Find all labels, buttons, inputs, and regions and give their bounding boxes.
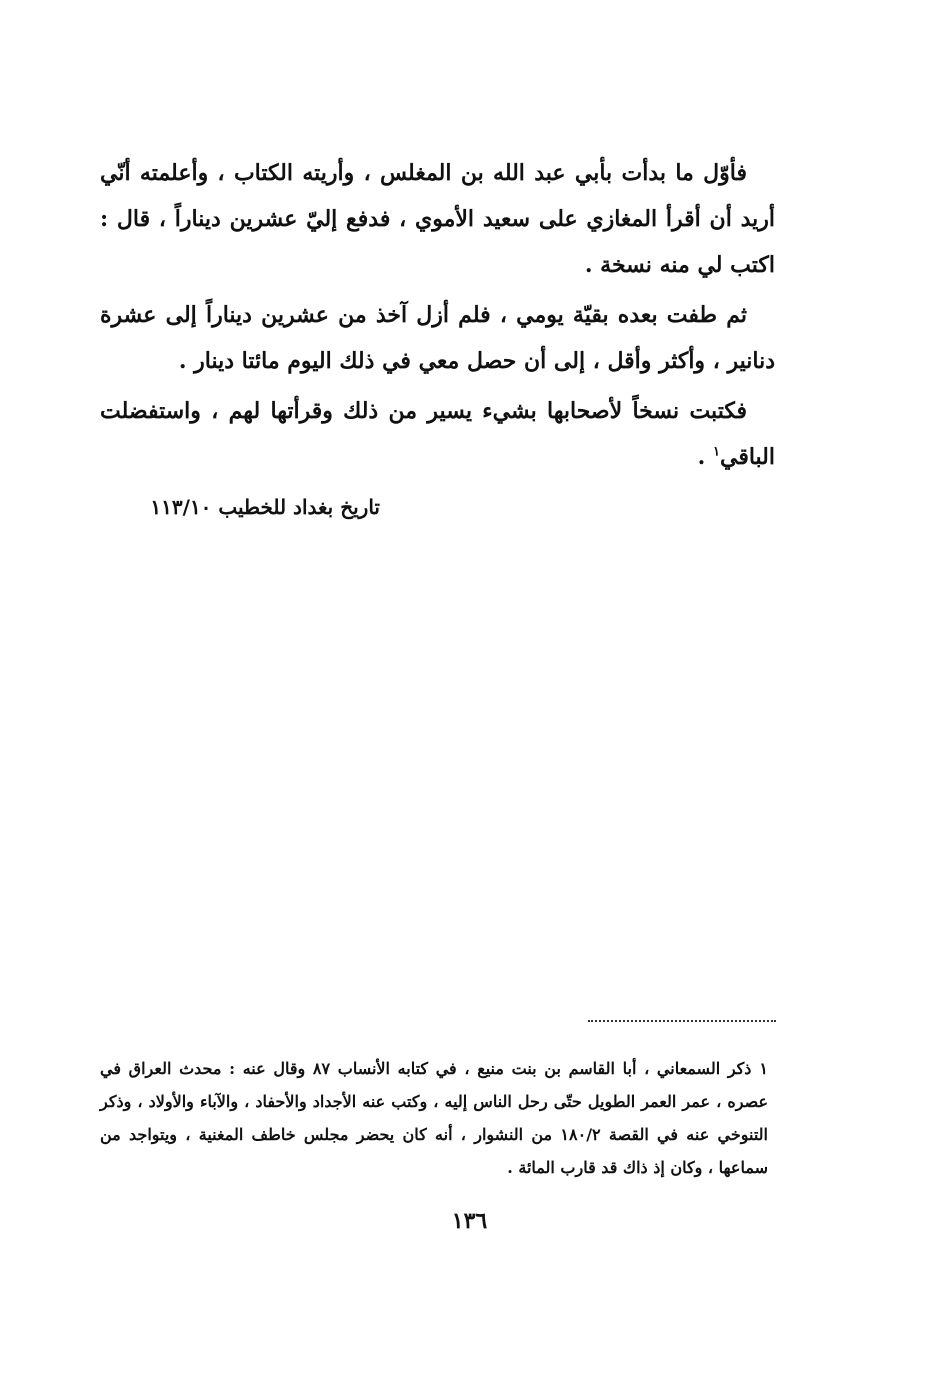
- paragraph-2-text: ثم طفت بعده بقيّة يومي ، فلم أزل آخذ من عشرين ديناراً إلى عشرة دنانير ، وأكثر وأقل ، إلى أن حصل معي في ذلك اليوم مائتا دينار .: [100, 302, 775, 374]
- paragraph-2: [100, 292, 775, 384]
- footnotes-section: [100, 1052, 768, 1184]
- footnote-item: [100, 1052, 768, 1184]
- footnote-divider: [588, 1020, 776, 1022]
- source-citation: تاريخ بغداد للخطيب ١١٣/١٠: [150, 495, 380, 519]
- paragraph-1-text: فأوّل ما بدأت بأبي عبد الله بن المغلس ، وأريته الكتاب ، وأعلمته أنّي أريد أن أقرأ المغازي على سعيد الأموي ، فدفع إليّ عشرين ديناراً ، قال : اكتب لي منه نسخة .: [100, 160, 775, 278]
- paragraph-3-end: .: [697, 444, 713, 470]
- paragraph-1: [100, 150, 775, 288]
- main-text: [100, 150, 775, 480]
- paragraph-3: [100, 388, 775, 480]
- footnote-reference: ١: [713, 444, 720, 460]
- page-number: ١٣٦: [451, 1208, 488, 1234]
- footnote-text: ذكر السمعاني ، أبا القاسم بن بنت منيع ، في كتابه الأنساب ٨٧ وقال عنه : محدث العراق في عصره ، عمر العمر الطويل حتّى رحل الناس إليه ، وكتب عنه الأجداد والأحفاد ، والآباء والأولاد ، وذكر التنوخي عنه في القصة ١٨٠/٢ من النشوار ، أنه كان يحضر مجلس خاطف المغنية ، ويتواجد من سماعها ، وكان إذ ذاك قد قارب المائة .: [100, 1059, 769, 1177]
- footnote-number: ١: [759, 1059, 768, 1078]
- paragraph-3-text: فكتبت نسخاً لأصحابها بشيء يسير من ذلك وقرأتها لهم ، واستفضلت الباقي: [100, 398, 775, 470]
